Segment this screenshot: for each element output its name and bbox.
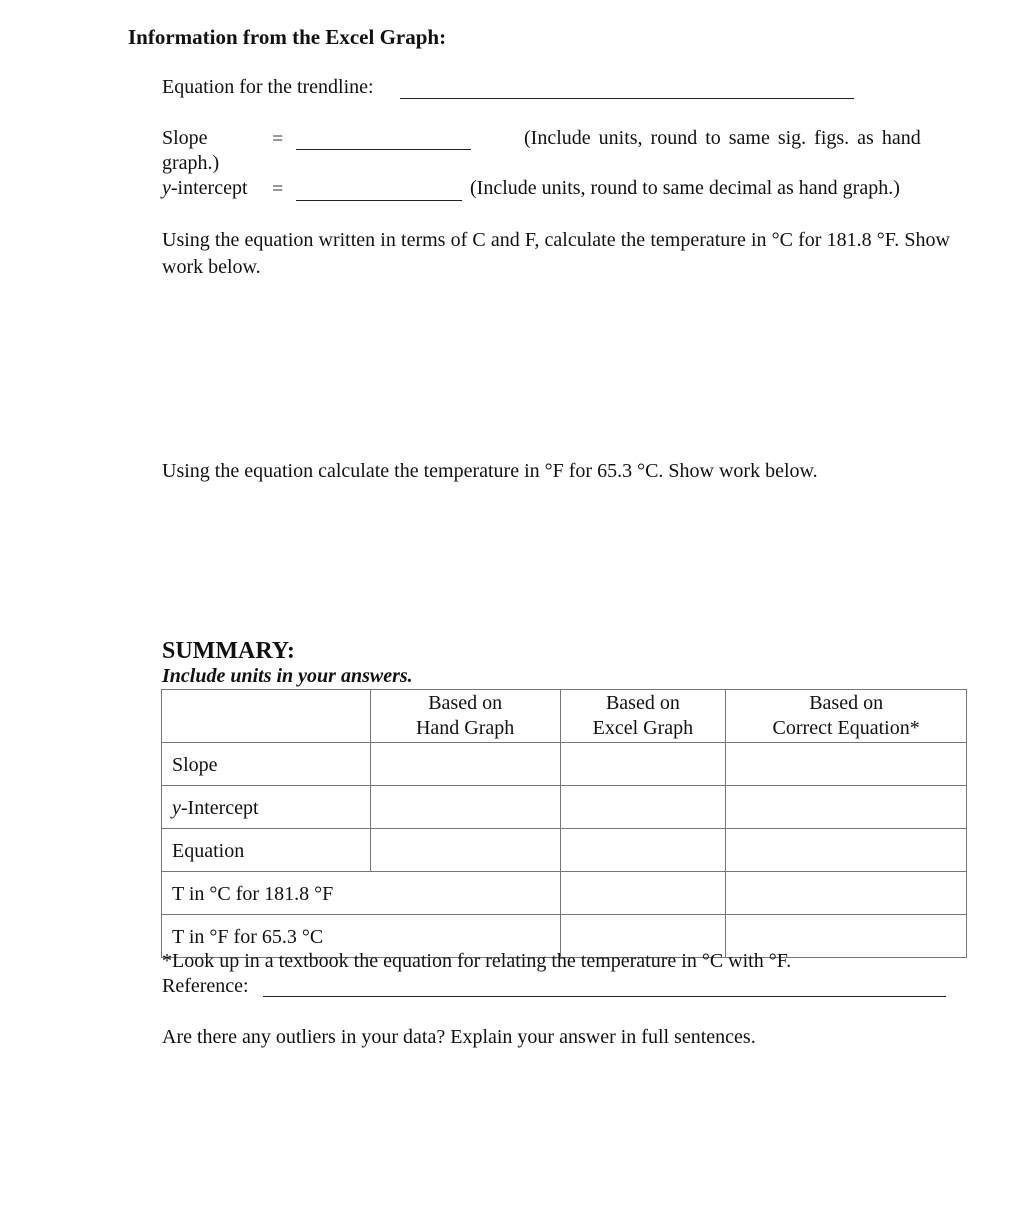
cell-slope-excel[interactable] — [560, 743, 726, 786]
trendline-label: Equation for the trendline: — [162, 76, 374, 98]
question-celsius: Using the equation written in terms of C and F, calculate the temperature in °C for 181.8 °F. Show work below. — [162, 229, 950, 278]
trendline-answer-blank[interactable] — [400, 98, 854, 99]
table-header-row — [162, 690, 967, 743]
header-correct-equation: Based on Correct Equation* — [726, 690, 967, 743]
y-intercept-answer-blank[interactable] — [296, 200, 462, 201]
y-intercept-note: (Include units, round to same decimal as hand graph.) — [470, 177, 900, 199]
cell-equation-correct[interactable] — [726, 829, 967, 872]
table-row — [162, 872, 967, 915]
table-row — [162, 743, 967, 786]
row-label-slope: Slope — [162, 743, 371, 786]
question-outliers: Are there any outliers in your data? Explain your answer in full sentences. — [162, 1026, 756, 1048]
cell-equation-excel[interactable] — [560, 829, 726, 872]
header-blank-cell — [162, 690, 371, 743]
slope-label: Slope — [162, 127, 208, 149]
summary-table — [161, 689, 967, 958]
header-hand-graph: Based on Hand Graph — [370, 690, 560, 743]
section-heading: Information from the Excel Graph: — [128, 25, 447, 49]
footnote: *Look up in a textbook the equation for relating the temperature in °C with °F. — [162, 950, 792, 972]
slope-note: (Include units, round to same sig. figs. as hand — [524, 127, 921, 149]
table-row — [162, 786, 967, 829]
slope-note-wrap: graph.) — [162, 152, 220, 174]
cell-slope-correct[interactable] — [726, 743, 967, 786]
cell-t-celsius-excel[interactable] — [560, 872, 726, 915]
reference-answer-blank[interactable] — [263, 996, 946, 997]
y-intercept-label: y-intercept — [162, 177, 248, 199]
cell-intercept-hand[interactable] — [370, 786, 560, 829]
row-label-y-intercept: y-Intercept — [162, 786, 371, 829]
question-fahrenheit: Using the equation calculate the temperature in °F for 65.3 °C. Show work below. — [162, 460, 818, 482]
y-intercept-equals: = — [272, 178, 284, 200]
slope-equals: = — [272, 128, 284, 150]
cell-intercept-excel[interactable] — [560, 786, 726, 829]
table-row — [162, 829, 967, 872]
slope-answer-blank[interactable] — [296, 149, 471, 150]
cell-slope-hand[interactable] — [370, 743, 560, 786]
cell-t-celsius-correct[interactable] — [726, 872, 967, 915]
header-excel-graph: Based on Excel Graph — [560, 690, 726, 743]
cell-intercept-correct[interactable] — [726, 786, 967, 829]
cell-equation-hand[interactable] — [370, 829, 560, 872]
reference-label: Reference: — [162, 975, 249, 997]
row-label-equation: Equation — [162, 829, 371, 872]
row-label-t-celsius: T in °C for 181.8 °F — [162, 872, 561, 915]
row-label-t-fahrenheit: T in °F for 65.3 °C — [162, 915, 561, 958]
summary-subtitle: Include units in your answers. — [162, 665, 413, 687]
summary-title: SUMMARY: — [162, 638, 295, 664]
